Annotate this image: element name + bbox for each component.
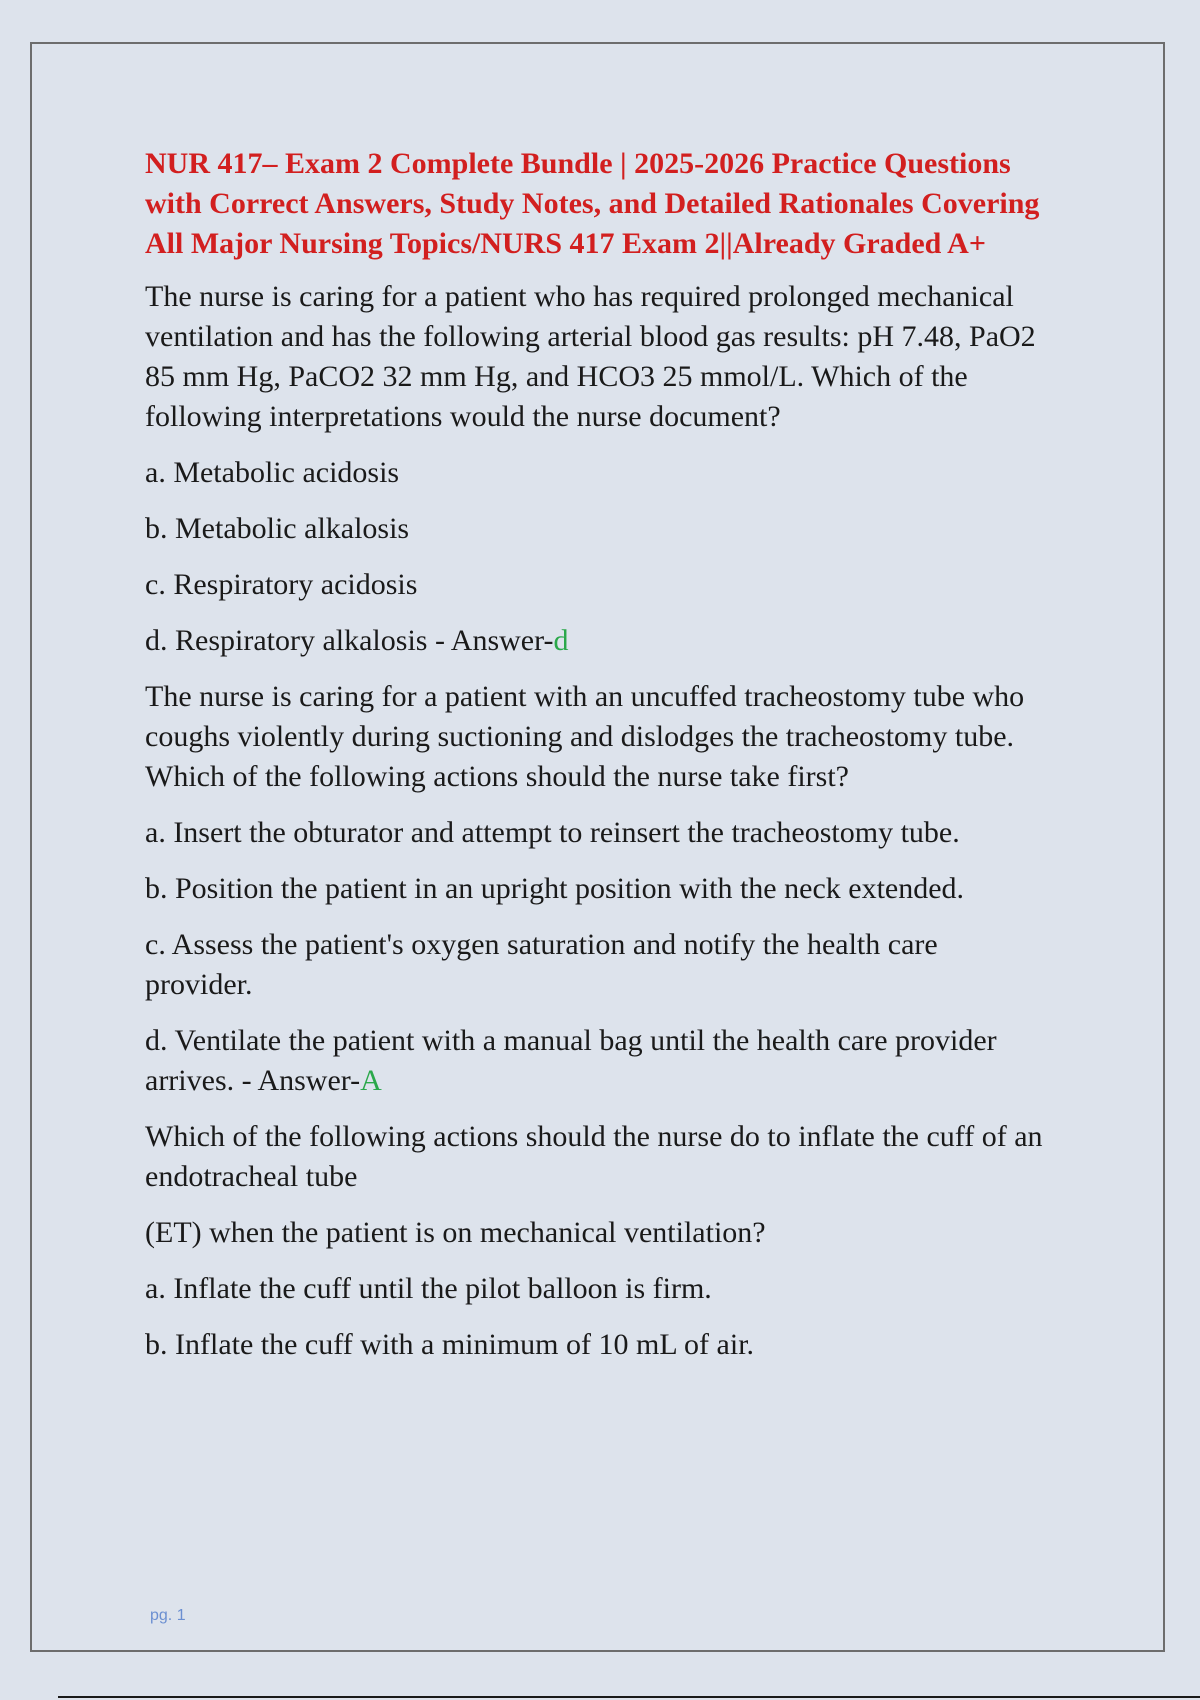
question-3-option-b: b. Inflate the cuff with a minimum of 10 mL of air. (145, 1328, 755, 1361)
question-2-stem: The nurse is caring for a patient with an uncuffed tracheostomy tube who coughs violently during suctioning and dislodges the tracheostomy tube. Which of the following actions should the nurse take first? (145, 680, 1025, 793)
bottom-divider (58, 1696, 1200, 1698)
question-2-option-c: c. Assess the patient's oxygen saturation and notify the health care provider. (145, 928, 938, 1001)
document-title: NUR 417– Exam 2 Complete Bundle | 2025-2026 Practice Questions with Correct Answers, Study Notes, and Detailed Rationales Covering All Major Nursing Topics/NURS 417 Exam 2||Already Graded A+ (145, 147, 1040, 260)
question-2-option-d-text: d. Ventilate the patient with a manual bag until the health care provider arrives. - Answer- (145, 1024, 997, 1097)
question-1-answer: d (553, 624, 569, 657)
question-2-option-b: b. Position the patient in an upright position with the neck extended. (145, 872, 965, 905)
question-3-option-a: a. Inflate the cuff until the pilot balloon is firm. (145, 1272, 712, 1305)
question-1-option-b: b. Metabolic alkalosis (145, 512, 410, 545)
question-3-stem: Which of the following actions should the nurse do to inflate the cuff of an endotracheal tube (145, 1120, 1043, 1193)
question-1-option-a: a. Metabolic acidosis (145, 456, 400, 489)
question-1-stem: The nurse is caring for a patient who has required prolonged mechanical ventilation and has the following arterial blood gas results: pH 7.48, PaO2 85 mm Hg, PaCO2 32 mm Hg, and HCO3 25 mmol/L. Which of the following interpretations would the nurse document? (145, 280, 1036, 433)
question-2-option-d (145, 1021, 1045, 1101)
question-1-option-d-text: d. Respiratory alkalosis - Answer- (145, 624, 554, 657)
question-3-stem-continued: (ET) when the patient is on mechanical ventilation? (145, 1216, 766, 1249)
document-content (145, 144, 1045, 1381)
question-2-answer: A (360, 1064, 382, 1097)
question-2-option-a: a. Insert the obturator and attempt to reinsert the tracheostomy tube. (145, 816, 960, 849)
question-1-option-c: c. Respiratory acidosis (145, 568, 418, 601)
page-number: pg. 1 (150, 1607, 186, 1624)
question-1-option-d (145, 621, 1045, 661)
